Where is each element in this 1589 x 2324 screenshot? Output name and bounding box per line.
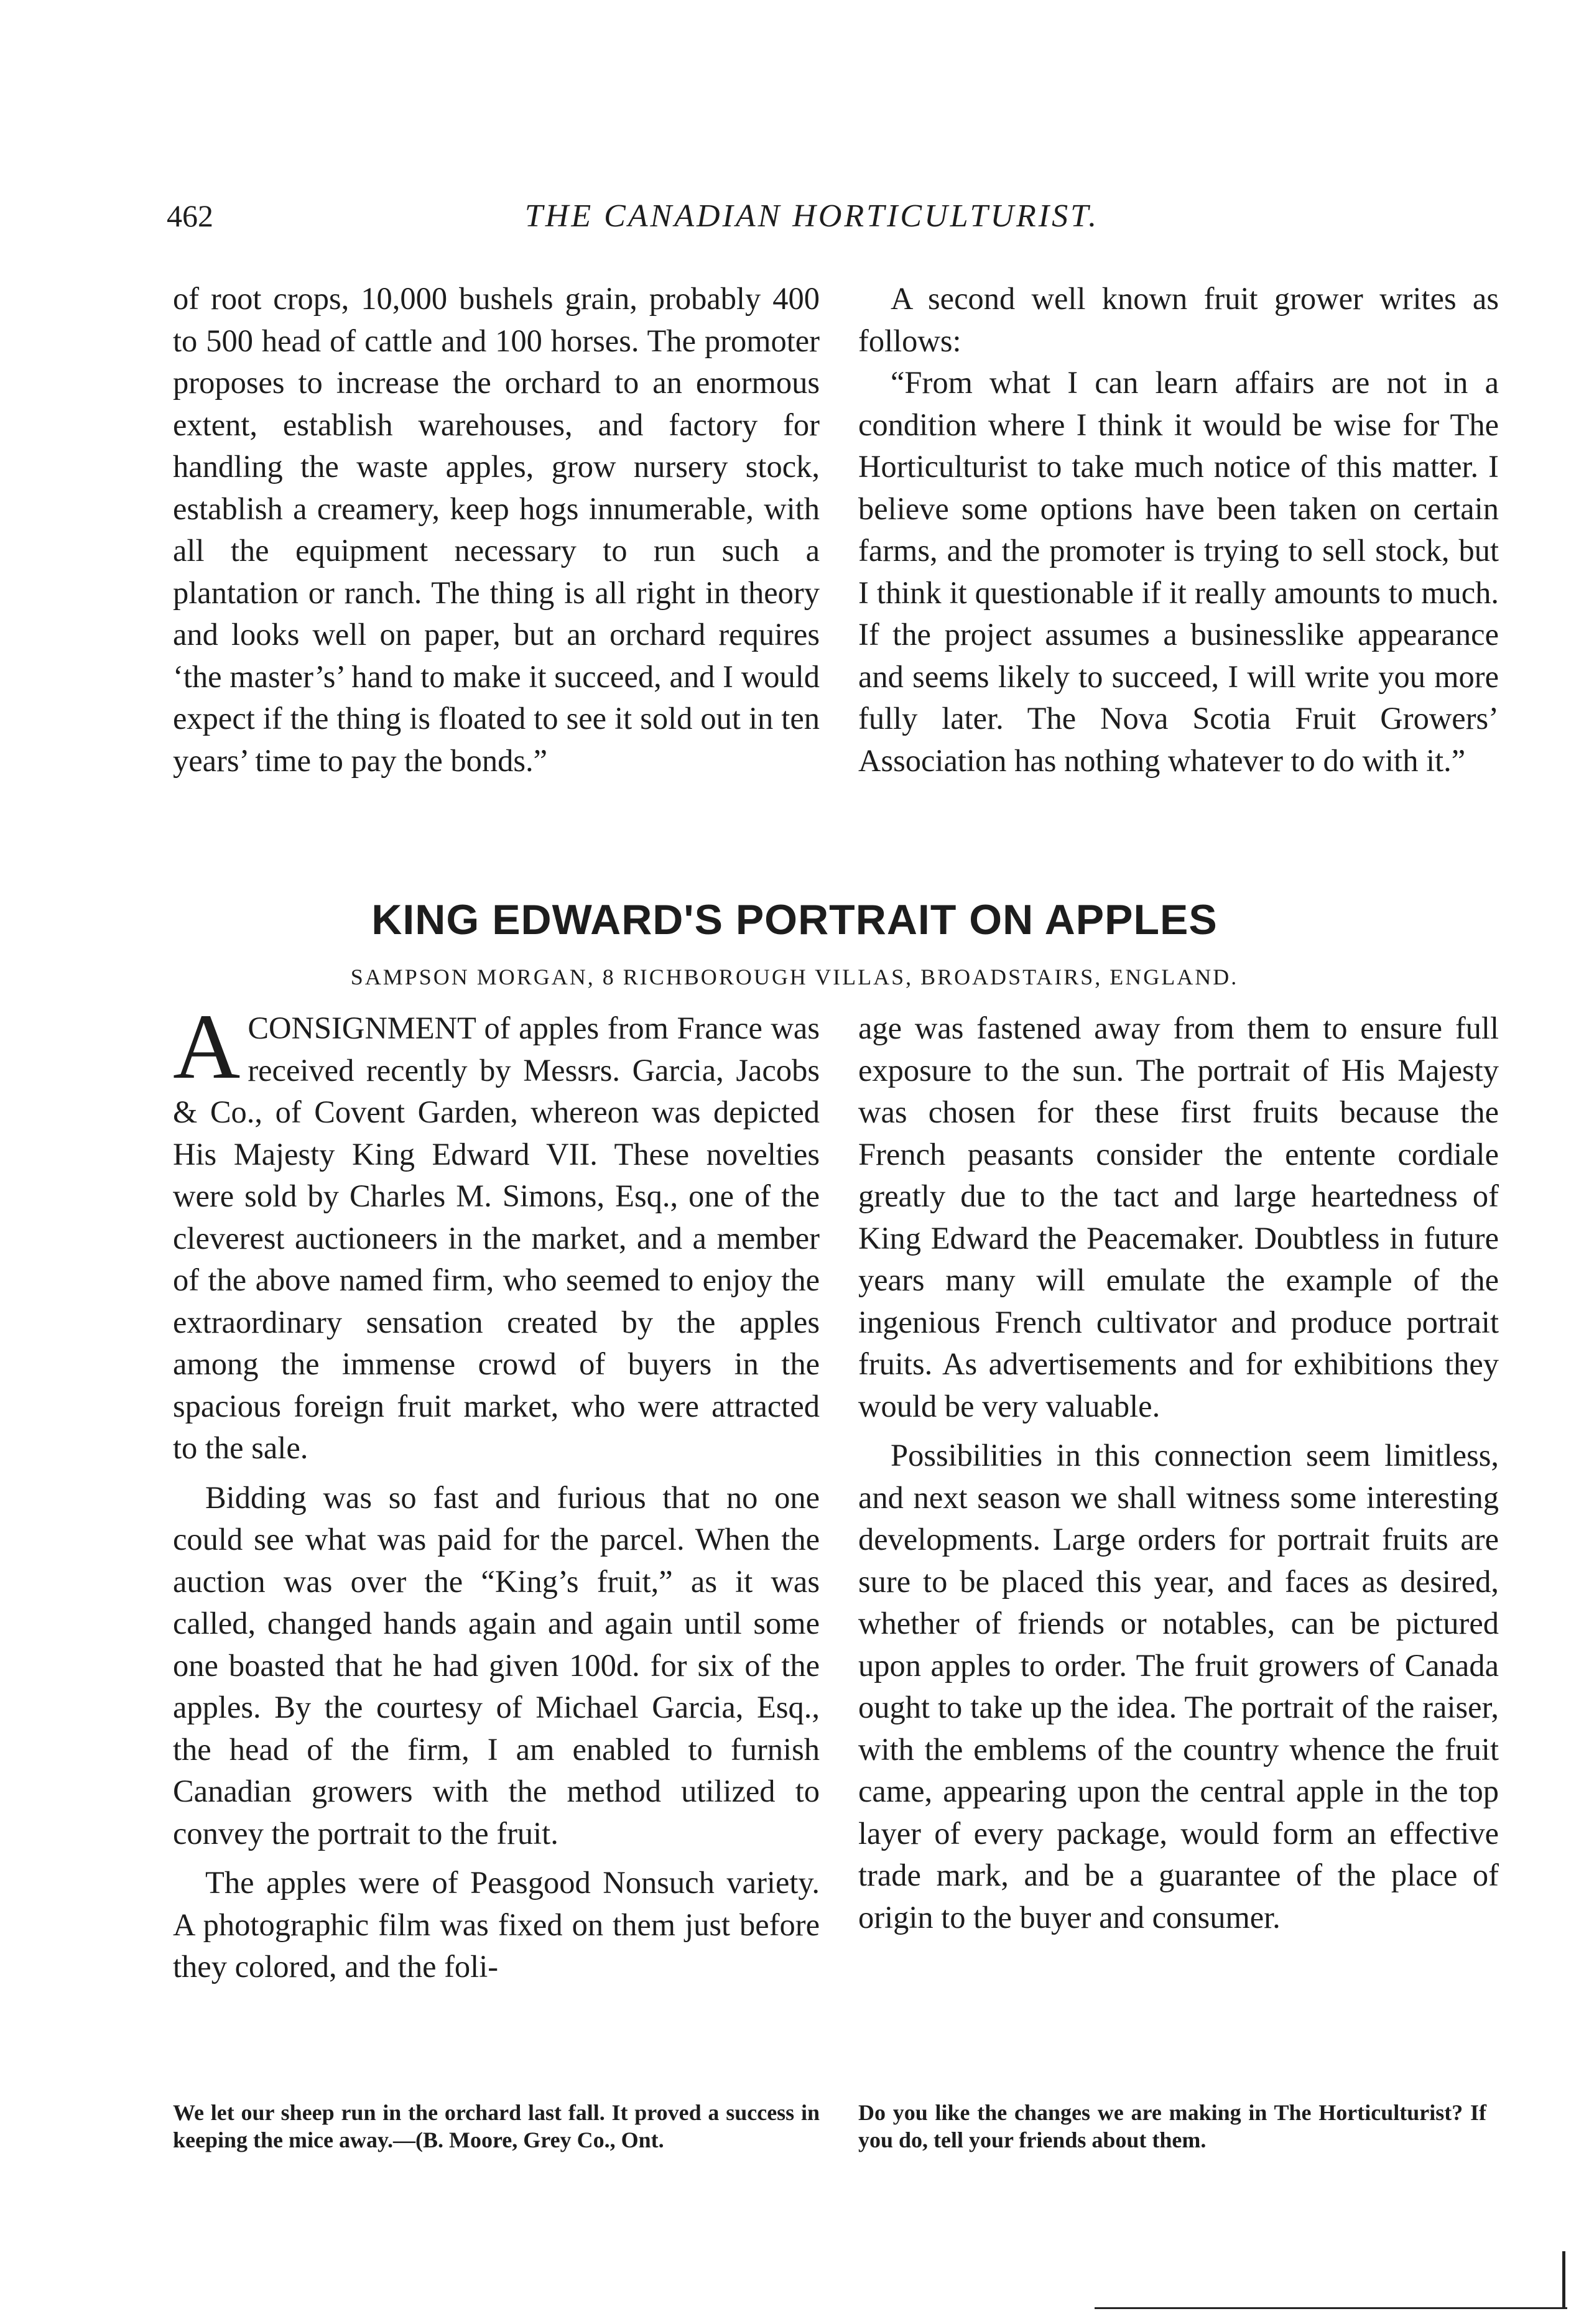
- running-head: [167, 198, 1457, 241]
- paragraph: The apples were of Peasgood Nonsuch variety. A photographic film was fixed on them just before they colored, and the foli-: [173, 1865, 820, 1984]
- footnote-right: Do you like the changes we are making in The Horticulturist? If you do, tell your friends about them.: [858, 2100, 1486, 2152]
- article-byline: SAMPSON MORGAN, 8 RICHBOROUGH VILLAS, BROADSTAIRS, ENGLAND.: [350, 965, 1239, 989]
- paragraph: age was fastened away from them to ensure full exposure to the sun. The portrait of His Majesty was chosen for these first fruits because the French peasants consider the entente cordiale greatly due to the tact and large heartedness of King Edward the Peacemaker. Doubtless in future years many will emulate the example of the ingenious French cultivator and produce portrait fruits. As advertisements and for exhibitions they would be very valuable.: [858, 1011, 1499, 1424]
- continued-text-right-column: [858, 278, 1499, 782]
- opening-paragraph-text: CONSIGNMENT of apples from France was received recently by Messrs. Garcia, Jacobs & Co., of Covent Garden, whereon was depicted His Majesty King Edward VII. These novelties were sold by Charles M. Simons, Esq., one of the cleverest auctioneers in the market, and a member of the above named firm, who seemed to enjoy the extraordinary sensation created by the apples among the immense crowd of buyers in the spacious foreign fruit market, who were attracted to the sale.: [173, 1011, 820, 1465]
- article-headline: KING EDWARD'S PORTRAIT ON APPLES: [371, 896, 1218, 943]
- article-left-column: [173, 995, 820, 1988]
- page-number: 462: [167, 198, 213, 233]
- quoted-letter-paragraph: “From what I can learn affairs are not in a condition where I think it would be wise for The Horticulturist to take much notice of this matter. I believe some options have been taken on certain farms, and the promoter is trying to sell stock, but I think it questionable if it really amounts to much. If the project assumes a businesslike appearance and seems likely to succeed, I will write you more fully later. The Nova Scotia Fruit Growers’ Association has nothing whatever to do with it.”: [858, 365, 1499, 778]
- page-corner-mark: [1562, 2251, 1565, 2308]
- drop-cap: A: [173, 995, 241, 1098]
- article-right-column: [858, 1007, 1499, 1938]
- page-corner-rule: [1095, 2307, 1567, 2309]
- opening-paragraph: [173, 995, 820, 1470]
- footnote-left: We let our sheep run in the orchard last fall. It proved a success in keeping the mice away.—(B. Moore, Grey Co., Ont.: [173, 2100, 820, 2152]
- paragraph: Bidding was so fast and furious that no one could see what was paid for the parcel. When the auction was over the “King’s fruit,” as it was called, changed hands again and again until some one boasted that he had given 100d. for six of the apples. By the courtesy of Michael Garcia, Esq., the head of the firm, I am enabled to furnish Canadian growers with the method utilized to convey the portrait to the fruit.: [173, 1479, 820, 1851]
- continued-text-left-column: [173, 278, 820, 782]
- journal-title: THE CANADIAN HORTICULTURIST.: [524, 198, 1100, 234]
- paragraph: A second well known fruit grower writes as follows:: [858, 281, 1499, 358]
- paragraph: Possibilities in this connection seem limitless, and next season we shall witness some interesting developments. Large orders for portrait fruits are sure to be placed this year, and faces as desired, whether of friends or notables, can be pictured upon apples to order. The fruit growers of Canada ought to take up the idea. The portrait of the raiser, with the emblems of the country whence the fruit came, appearing upon the central apple in the top layer of every package, would form an effective trade mark, and be a guarantee of the place of origin to the buyer and consumer.: [858, 1438, 1499, 1935]
- continued-paragraph: of root crops, 10,000 bushels grain, probably 400 to 500 head of cattle and 100 horses. The promoter proposes to increase the orchard to an enormous extent, establish warehouses, and factory for handling the waste apples, grow nursery stock, establish a creamery, keep hogs innumerable, with all the equipment necessary to run such a plantation or ranch. The thing is all right in theory and looks well on paper, but an orchard requires ‘the master’s’ hand to make it succeed, and I would expect if the thing is floated to see it sold out in ten years’ time to pay the bonds.”: [173, 281, 820, 778]
